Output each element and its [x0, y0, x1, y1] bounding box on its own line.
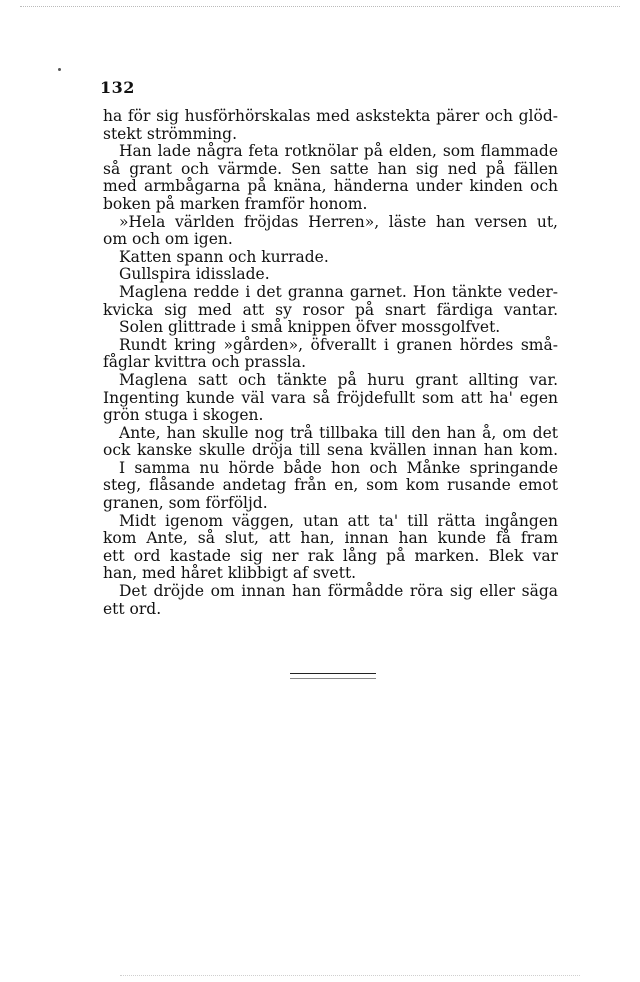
body-text — [103, 108, 558, 618]
text-line: han, med håret klibbigt af svett. — [103, 564, 357, 583]
text-line: Ingenting kunde väl vara så fröjdefullt som att ha' egen — [103, 388, 558, 407]
text-line: ett ord kastade sig ner rak lång på marken. Blek var — [103, 546, 558, 565]
text-line: Det dröjde om innan han förmådde röra sig eller säga — [119, 582, 558, 601]
text-line: steg, flåsande andetag från en, som kom rusande emot — [103, 476, 558, 495]
text-line: granen, som förföljd. — [103, 494, 268, 513]
text-line: Midt igenom väggen, utan att ta' till rätta ingången — [119, 511, 558, 530]
text-line: Ante, han skulle nog trå tillbaka till den han å, om det — [119, 423, 558, 442]
ink-speck — [58, 68, 61, 71]
page-number: 132 — [100, 78, 135, 97]
scan-edge-top — [20, 6, 620, 7]
text-line: kom Ante, så slut, att han, innan han kunde få fram — [103, 529, 558, 548]
text-line: ock kanske skulle dröja till sena kvällen innan han kom. — [103, 441, 558, 460]
text-line: om och om igen. — [103, 230, 233, 249]
text-line: ett ord. — [103, 599, 162, 618]
chapter-end-rule — [290, 673, 376, 679]
text-line: så grant och värmde. Sen satte han sig ned på fällen — [103, 159, 558, 178]
text-line: boken på marken framför honom. — [103, 194, 368, 213]
text-line: med armbågarna på knäna, händerna under kinden och — [103, 177, 558, 196]
text-line: grön stuga i skogen. — [103, 406, 264, 425]
text-line: »Hela världen fröjdas Herren», läste han versen ut, — [119, 212, 558, 231]
text-line: Han lade några feta rotknölar på elden, som flammade — [119, 142, 558, 161]
text-line: kvicka sig med att sy rosor på snart färdiga vantar. — [103, 300, 558, 319]
text-line: I samma nu hörde både hon och Månke springande — [119, 458, 558, 477]
text-line: stekt strömming. — [103, 124, 238, 143]
text-line: Maglena satt och tänkte på huru grant allting var. — [119, 370, 558, 389]
text-line: Gullspira idisslade. — [119, 265, 270, 284]
text-line: Solen glittrade i små knippen öfver mossgolfvet. — [119, 318, 501, 337]
text-line: Katten spann och kurrade. — [119, 247, 329, 266]
text-line: ha för sig husförhörskalas med askstekta pärer och glöd- — [103, 107, 558, 125]
text-line: Maglena redde i det granna garnet. Hon tänkte veder- — [119, 282, 558, 301]
scan-edge-bottom — [120, 975, 580, 976]
text-line: Rundt kring »gården», öfverallt i granen hördes små- — [119, 335, 558, 354]
text-line: fåglar kvittra och prassla. — [103, 353, 307, 372]
